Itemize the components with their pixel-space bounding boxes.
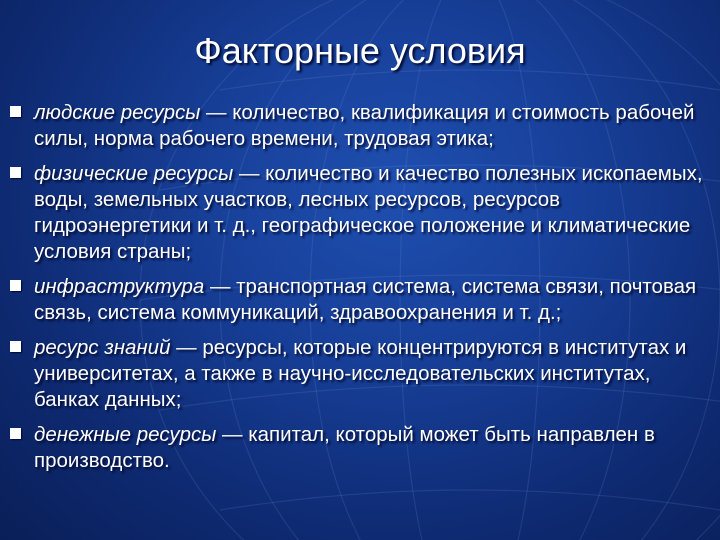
item-term: денежные ресурсы: [34, 423, 217, 446]
list-item: [8, 274, 712, 326]
square-bullet-icon: [10, 167, 21, 178]
item-term: инфраструктура: [34, 275, 205, 298]
item-text: — количество и качество полезных ископаемых, воды, земельных участков, лесных ресурсов, ресурсов гидроэнергетики и т. д., географическое положение и климатические условия страны;: [34, 162, 703, 263]
item-term: ресурс знаний: [34, 336, 171, 359]
square-bullet-icon: [10, 280, 21, 291]
item-term: физические ресурсы: [34, 162, 234, 185]
item-text: — ресурсы, которые концентрируются в институтах и университетах, а также в научно-исследовательских институтах, банках данных;: [34, 336, 687, 411]
item-term: людские ресурсы: [34, 101, 201, 124]
item-text: — транспортная система, система связи, почтовая связь, система коммуникаций, здравоохранения и т. д.;: [34, 275, 697, 324]
list-item: [8, 100, 712, 152]
square-bullet-icon: [10, 428, 21, 439]
list-item: [8, 161, 712, 265]
list-item: [8, 422, 712, 474]
factor-list: [8, 100, 712, 483]
square-bullet-icon: [10, 341, 21, 352]
square-bullet-icon: [10, 106, 21, 117]
slide-title: Факторные условия: [194, 30, 526, 71]
item-text: — количество, квалификация и стоимость рабочей силы, норма рабочего времени, трудовая этика;: [34, 101, 695, 150]
list-item: [8, 335, 712, 413]
item-text: — капитал, который может быть направлен в производство.: [34, 423, 655, 472]
